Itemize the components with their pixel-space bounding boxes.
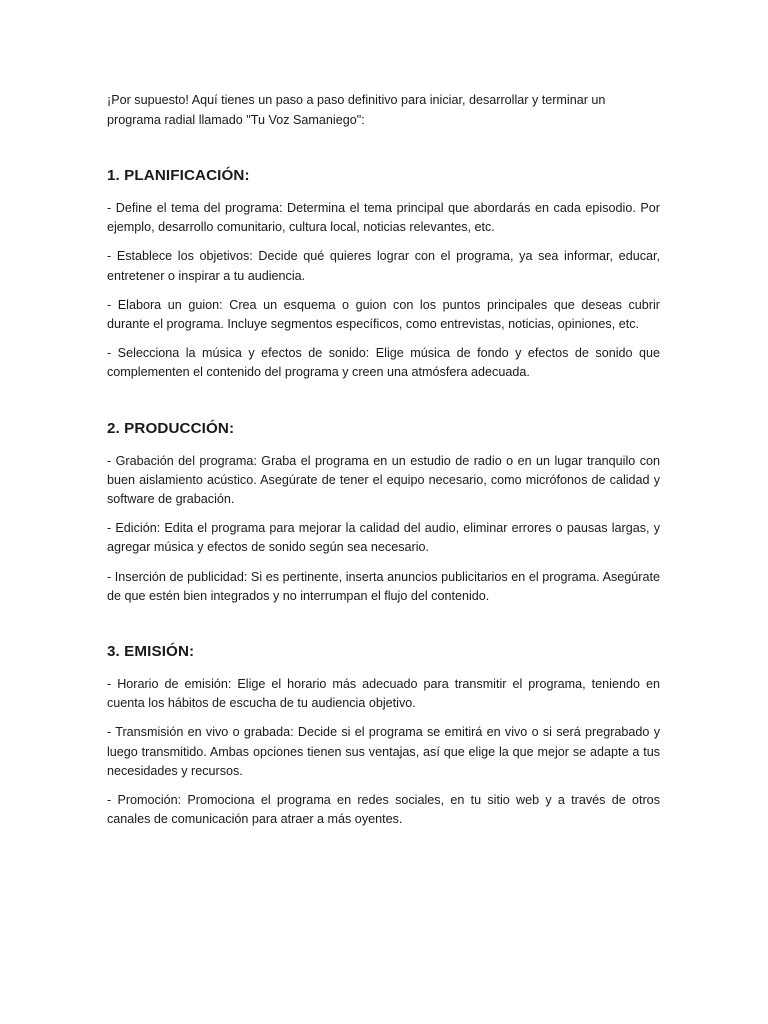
section-paragraph: - Selecciona la música y efectos de sonido: Elige música de fondo y efectos de sonido que complementen el contenido del programa y creen una atmósfera adecuada. [107, 346, 660, 380]
section-paragraph: - Elabora un guion: Crea un esquema o guion con los puntos principales que deseas cubrir durante el programa. Incluye segmentos específicos, como entrevistas, noticias, opiniones, etc. [107, 297, 660, 332]
section-paragraph: - Horario de emisión: Elige el horario más adecuado para transmitir el programa, teniendo en cuenta los hábitos de escucha de tu audiencia objetivo. [107, 677, 660, 711]
section-paragraph: - Grabación del programa: Graba el programa en un estudio de radio o en un lugar tranquilo con buen aislamiento acústico. Asegúrate de tener el equipo necesario, como micrófonos de calidad y software de grabación. [107, 453, 660, 507]
intro-paragraph: ¡Por supuesto! Aquí tienes un paso a paso definitivo para iniciar, desarrollar y terminar un programa radial llamado "Tu Voz Samaniego": [107, 93, 606, 127]
section-paragraph: - Transmisión en vivo o grabada: Decide si el programa se emitirá en vivo o si será pregrabado y luego transmitido. Ambas opciones tienen sus ventajas, así que elige la que mejor se adapte a tus necesidades y recursos. [107, 725, 660, 778]
section-planificacion [107, 166, 660, 383]
section-produccion [107, 419, 660, 606]
section-emision [107, 642, 660, 829]
section-paragraph: - Edición: Edita el programa para mejorar la calidad del audio, eliminar errores o pausas largas, y agregar música y efectos de sonido según sea necesario. [107, 521, 660, 555]
document-page [107, 91, 660, 829]
section-paragraph: - Establece los objetivos: Decide qué quieres lograr con el programa, ya sea informar, educar, entretener o inspirar a tu audiencia. [107, 249, 660, 283]
section-heading: 3. EMISIÓN: [107, 643, 195, 661]
section-paragraph: - Inserción de publicidad: Si es pertinente, inserta anuncios publicitarios en el programa. Asegúrate de que estén bien integrados y no interrumpan el flujo del contenido. [107, 569, 660, 603]
section-heading: 1. PLANIFICACIÓN: [107, 167, 250, 184]
section-paragraph: - Define el tema del programa: Determina el tema principal que abordarás en cada episodio. Por ejemplo, desarrollo comunitario, cultura local, noticias relevantes, etc. [107, 201, 660, 235]
section-paragraph: - Promoción: Promociona el programa en redes sociales, en tu sitio web y a través de otros canales de comunicación para atraer a más oyentes. [107, 793, 660, 827]
section-heading: 2. PRODUCCIÓN: [107, 419, 235, 437]
